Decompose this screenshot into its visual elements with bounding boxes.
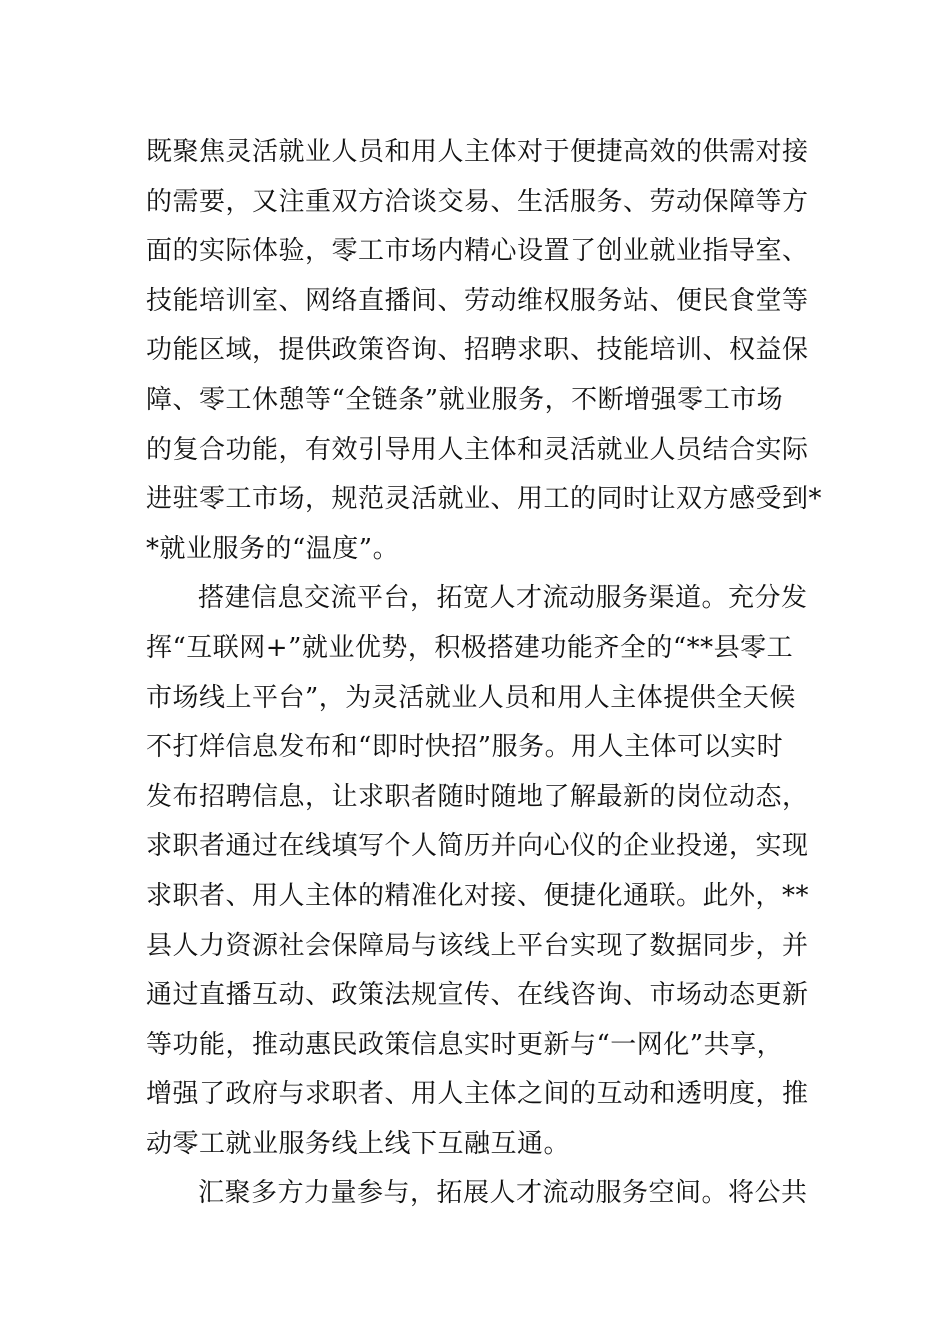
paragraph-3 [146, 1169, 806, 1219]
text-line: 的复合功能，有效引导用人主体和灵活就业人员结合实际 [146, 434, 809, 465]
text-line: 汇聚多方力量参与，拓展人才流动服务空间。将公共 [198, 1178, 808, 1209]
text-line: 既聚焦灵活就业人员和用人主体对于便捷高效的供需对接 [146, 137, 809, 167]
text-line: 面的实际体验，零工市场内精心设置了创业就业指导室、 [146, 236, 809, 267]
text-line: 动零工就业服务线上线下互融互通。 [146, 1128, 571, 1159]
text-line: 等功能，推动惠民政策信息实时更新与“一网化”共享， [146, 1029, 784, 1060]
text-line: 进驻零工市场，规范灵活就业、用工的同时让双方感受到* [146, 484, 823, 515]
paragraph-2 [146, 574, 810, 1169]
text-line: 挥“互联网+”就业优势，积极搭建功能齐全的“**县零工 [146, 632, 794, 663]
text-line: 功能区域，提供政策咨询、招聘求职、技能培训、权益保 [146, 335, 809, 366]
text-line: 县人力资源社会保障局与该线上平台实现了数据同步，并 [146, 930, 809, 961]
document-body [146, 128, 823, 1219]
text-line: 通过直播互动、政策法规宣传、在线咨询、市场动态更新 [146, 980, 809, 1011]
text-line: 求职者、用人主体的精准化对接、便捷化通联。此外，** [146, 880, 810, 911]
text-line: 不打烊信息发布和“即时快招”服务。用人主体可以实时 [146, 732, 784, 763]
text-line: 求职者通过在线填写个人简历并向心仪的企业投递，实现 [146, 831, 809, 862]
text-line: 技能培训室、网络直播间、劳动维权服务站、便民食堂等 [146, 285, 809, 316]
text-line: 搭建信息交流平台，拓宽人才流动服务渠道。充分发 [198, 583, 808, 614]
text-line: 障、零工休憩等“全链条”就业服务，不断增强零工市场 [146, 384, 784, 415]
paragraph-1 [146, 128, 823, 574]
text-line: 发布招聘信息，让求职者随时随地了解最新的岗位动态， [146, 781, 809, 812]
text-line: 的需要，又注重双方洽谈交易、生活服务、劳动保障等方 [146, 186, 809, 217]
text-line: 增强了政府与求职者、用人主体之间的互动和透明度，推 [146, 1079, 809, 1110]
text-line: 市场线上平台”，为灵活就业人员和用人主体提供全天候 [146, 682, 796, 713]
text-line: *就业服务的“温度”。 [146, 533, 400, 564]
